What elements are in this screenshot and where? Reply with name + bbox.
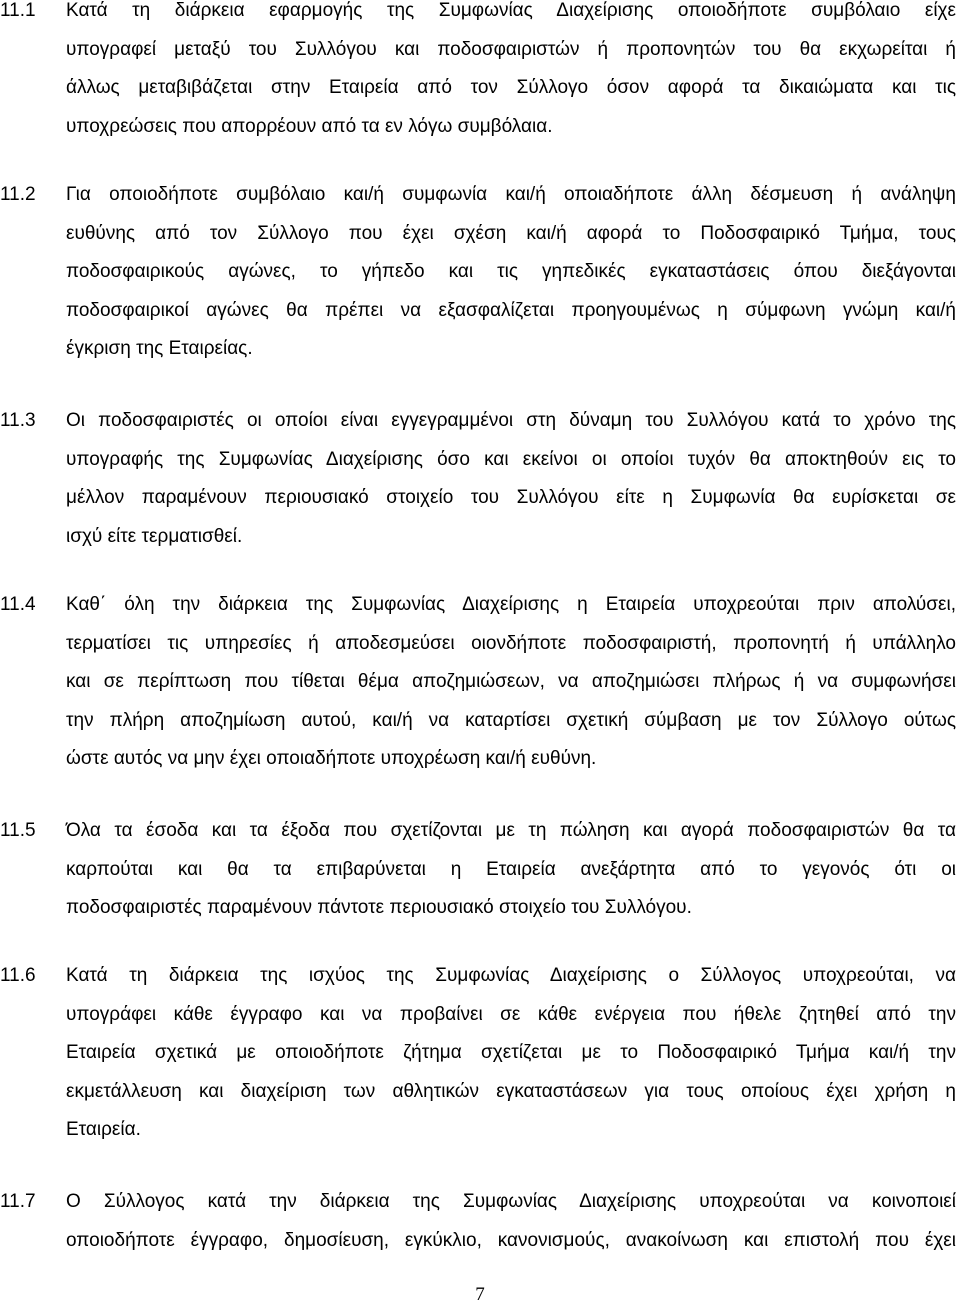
text-line: Κατά τη διάρκεια εφαρμογής της Συμφωνίας Διαχείρισης οποιοδήποτε συμβόλαιο είχε <box>66 0 956 21</box>
text-line: υπογραφής της Συμφωνίας Διαχείρισης όσο και εκείνοι οι οποίοι τυχόν θα αποκτηθούν εις το <box>66 448 956 470</box>
text-line: Κατά τη διάρκεια της ισχύος της Συμφωνίας Διαχείρισης ο Σύλλογος υποχρεούται, να <box>66 965 956 986</box>
text-line: υπογραφεί μεταξύ του Συλλόγου και ποδοσφαιριστών ή προπονητών του θα εκχωρείται ή <box>66 38 956 60</box>
text-line: Οι ποδοσφαιριστές οι οποίοι είναι εγγεγραμμένοι στη δύναμη του Συλλόγου κατά το χρόνο της <box>66 410 956 431</box>
clause-number: 11.5 <box>0 820 36 841</box>
text-line: ποδοσφαιριστές παραμένουν πάντοτε περιουσιακό στοιχείο του Συλλόγου. <box>66 897 692 919</box>
text-line: άλλως μεταβιβάζεται στην Εταιρεία από τον Σύλλογο όσον αφορά τα δικαιώματα και τις <box>66 77 956 99</box>
text-line: υποχρεώσεις που απορρέουν από τα εν λόγω συμβόλαια. <box>66 115 553 137</box>
text-line: ευθύνης από τον Σύλλογο που έχει σχέση και/ή αφορά το Ποδοσφαιρικό Τμήμα, τους <box>66 222 956 244</box>
text-line: υπογράφει κάθε έγγραφο και να προβαίνει σε κάθε ενέργεια που ήθελε ζητηθεί από την <box>66 1003 956 1025</box>
text-line: οποιοδήποτε έγγραφο, δημοσίευση, εγκύκλιο, κανονισμούς, ανακοίνωση και επιστολή που έχει <box>66 1229 956 1251</box>
text-line: μέλλον παραμένουν περιουσιακό στοιχείο του Συλλόγου είτε η Συμφωνία θα ευρίσκεται σε <box>66 487 956 509</box>
clause-text <box>66 586 956 779</box>
clause-text <box>66 402 956 556</box>
clause-number: 11.6 <box>0 965 36 986</box>
text-line: εκμετάλλευση και διαχείριση των αθλητικών εγκαταστάσεων για τους οποίους έχει χρήση η <box>66 1080 956 1102</box>
clause-number: 11.4 <box>0 594 36 615</box>
clause-number: 11.3 <box>0 410 36 431</box>
text-line: Εταιρεία. <box>66 1119 141 1141</box>
text-line: Όλα τα έσοδα και τα έξοδα που σχετίζονται με τη πώληση και αγορά ποδοσφαιριστών θα τα <box>66 820 956 841</box>
clause-text <box>66 0 956 146</box>
text-line: τερματίσει τις υπηρεσίες ή αποδεσμεύσει οιονδήποτε ποδοσφαιριστή, προπονητή ή υπάλληλο <box>66 632 956 654</box>
page-number: 7 <box>475 1284 485 1305</box>
text-line: καρπούται και θα τα επιβαρύνεται η Εταιρεία ανεξάρτητα από το γεγονός ότι οι <box>66 858 956 880</box>
text-line: ποδοσφαιρικούς αγώνες, το γήπεδο και τις γηπεδικές εγκαταστάσεις όπου διεξάγονται <box>66 261 956 283</box>
text-line: Εταιρεία σχετικά με οποιοδήποτε ζήτημα σχετίζεται με το Ποδοσφαιρικό Τμήμα και/ή την <box>66 1042 956 1064</box>
clause-number: 11.7 <box>0 1191 36 1212</box>
text-line: και σε περίπτωση που τίθεται θέμα αποζημιώσεων, να αποζημιώσει πλήρως ή να συμφωνήσει <box>66 671 956 693</box>
clause-text <box>66 1183 956 1260</box>
text-line: ισχύ είτε τερματισθεί. <box>66 525 243 547</box>
clause-text <box>66 812 956 928</box>
text-line: έγκριση της Εταιρείας. <box>66 338 253 360</box>
text-line: την πλήρη αποζημίωση αυτού, και/ή να καταρτίσει σχετική σύμβαση με τον Σύλλογο ούτως <box>66 709 956 731</box>
text-line: Ο Σύλλογος κατά την διάρκεια της Συμφωνίας Διαχείρισης υποχρεούται να κοινοποιεί <box>66 1191 956 1212</box>
text-line: ώστε αυτός να μην έχει οποιαδήποτε υποχρέωση και/ή ευθύνη. <box>66 748 597 770</box>
clause-text <box>66 176 956 369</box>
clause-number: 11.1 <box>0 0 36 21</box>
text-line: ποδοσφαιρικοί αγώνες θα πρέπει να εξασφαλίζεται προηγουμένως η σύμφωνη γνώμη και/ή <box>66 299 956 321</box>
text-line: Για οποιοδήποτε συμβόλαιο και/ή συμφωνία και/ή οποιαδήποτε άλλη δέσμευση ή ανάληψη <box>66 184 956 205</box>
clause-number: 11.2 <box>0 184 36 205</box>
text-line: Καθ΄ όλη την διάρκεια της Συμφωνίας Διαχείρισης η Εταιρεία υποχρεούται πριν απολύσει, <box>66 594 956 615</box>
clause-text <box>66 957 956 1150</box>
